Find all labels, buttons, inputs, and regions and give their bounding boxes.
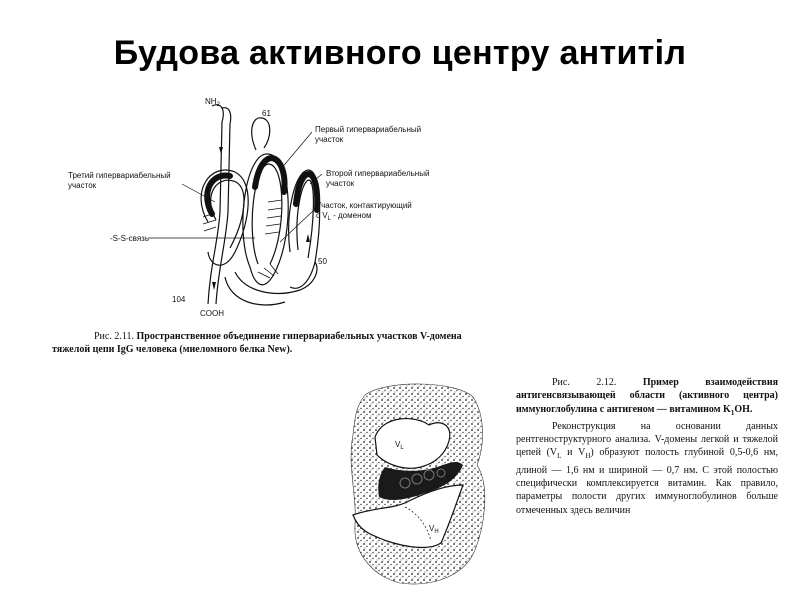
figure-2-11-ribbon-diagram (60, 92, 460, 322)
arrow-marker (306, 234, 310, 242)
figure-2-12-binding-site (345, 375, 495, 590)
hatch-mark (266, 224, 280, 226)
label-61: 61 (262, 109, 271, 118)
figure-2-11-caption (52, 330, 472, 356)
strand-bottom-outer (225, 277, 285, 305)
strand-nh2-cooh-edge (216, 108, 231, 304)
label-hv2-line1: Второй гипервариабельный (326, 169, 430, 178)
hatch-mark (268, 200, 282, 202)
hatch-mark (258, 272, 270, 278)
label-vh: $V_H$ (429, 524, 439, 535)
slide-title: Будова активного центру антитіл (113, 34, 687, 72)
figure-2-12-caption (516, 376, 778, 517)
caption-text: Пространственное объединение гипервариабельных участков V-домена тяжелой цепи IgG человека (миеломного белка New). (52, 331, 462, 355)
hatch-mark (265, 232, 279, 234)
label-hv1-line2: участок (315, 135, 344, 144)
loop-61 (252, 118, 270, 150)
arrow-marker (219, 147, 223, 154)
label-hv3-line1: Третий гипервариабельный (68, 171, 171, 180)
label-104: 104 (172, 295, 186, 304)
label-cooh: COOH (200, 309, 224, 318)
leader-hv1 (280, 132, 312, 170)
label-contact-line1: Участок, контактирующий (316, 201, 412, 210)
label-contact-line2: с $V_L$ - доменом (316, 211, 372, 222)
hatch-mark (204, 227, 216, 231)
caption2-bold: Пример взаимодействия антигенсвязывающей области (активного центра) иммуноглобулина с антигеном — витамином $K_1OH$. (516, 377, 779, 417)
label-vl: $V_L$ (395, 440, 404, 451)
arrow-marker (212, 282, 216, 290)
hv3-segment (207, 175, 230, 214)
hatch-mark (264, 268, 274, 276)
caption2-paragraph2: Реконструкция на основании данных рентгеноструктурного анализа. V-домены легкой и тяжелой цепей ($V_L$ и $V_H$) образуют полость глубиной 0,5-0,6 нм, длиной — 1,6 нм и шириной — 0,7 нм. С этой полостью специфически комплексируется витамин. Как правило, параметры полости других иммуноглобулинов больше отмеченных здесь величин (516, 420, 778, 516)
hatch-mark (203, 220, 216, 224)
strand-bottom (235, 262, 317, 293)
label-50: 50 (318, 257, 327, 266)
caption2-paragraph1 (516, 376, 778, 420)
label-nh2: $NH_2$ (205, 97, 220, 108)
caption2-prefix: Рис. 2.12. (552, 377, 617, 388)
label-ss-bond: -S-S-связь (110, 234, 149, 243)
label-hv2-line2: участок (326, 179, 355, 188)
label-hv3-line2: участок (68, 181, 97, 190)
hv1-segment (255, 158, 285, 192)
hatch-mark (268, 208, 282, 210)
label-hv1-line1: Первый гипервариабельный (315, 125, 422, 134)
hatch-mark (267, 216, 281, 218)
caption-prefix: Рис. 2.11. (94, 331, 134, 342)
